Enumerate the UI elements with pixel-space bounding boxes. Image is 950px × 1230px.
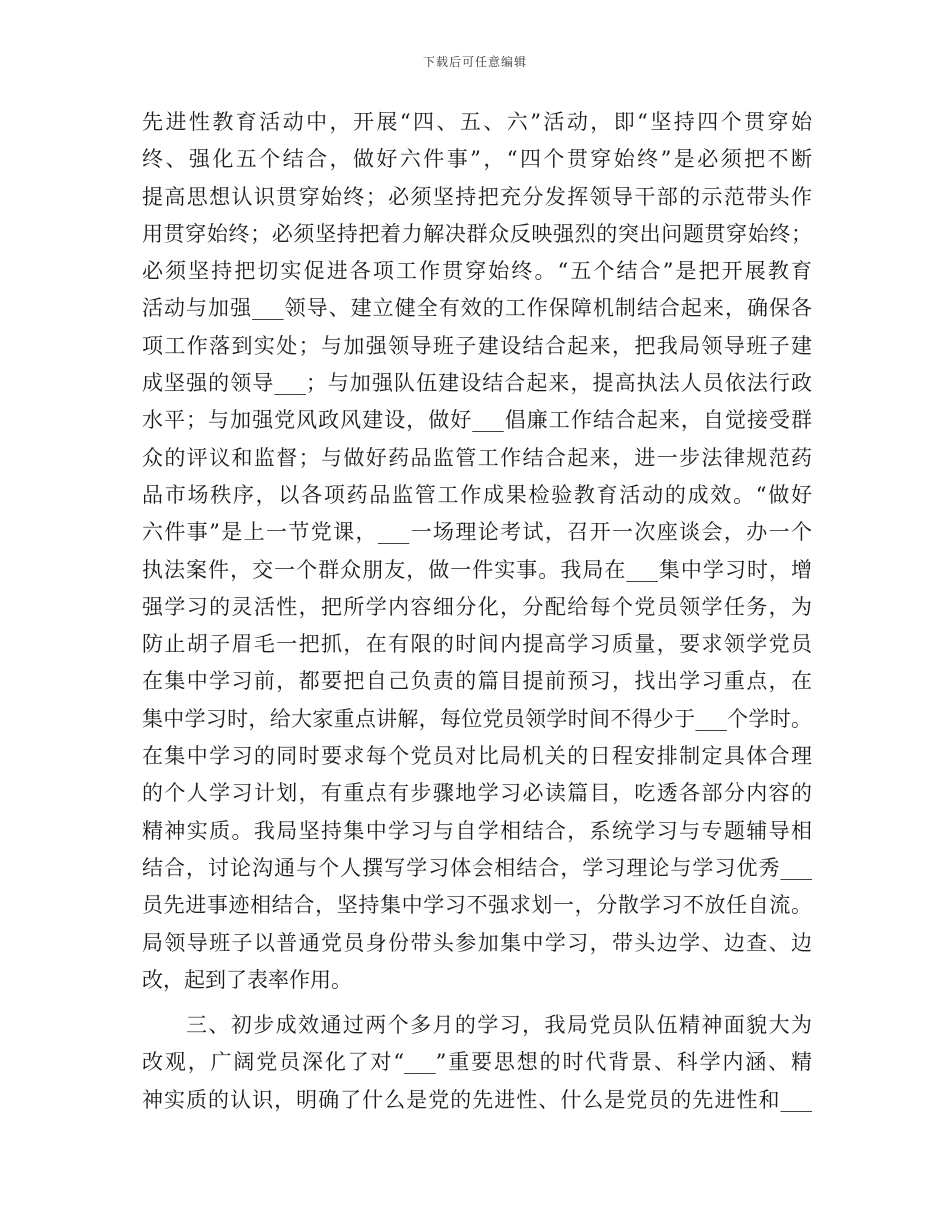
text-line: 成坚强的领导___；与加强队伍建设结合起来，提高执法人员依法行政 bbox=[142, 371, 812, 396]
text-line: 活动与加强___领导、建立健全有效的工作保障机制结合起来，确保各 bbox=[142, 296, 812, 321]
text-line: 员先进事迹相结合，坚持集中学习不强求划一，分散学习不放任自流。 bbox=[142, 893, 812, 918]
text-line: 项工作落到实处；与加强领导班子建设结合起来，把我局领导班子建 bbox=[142, 333, 812, 358]
text-line: 的个人学习计划，有重点有步骤地学习必读篇目，吃透各部分内容的 bbox=[142, 781, 812, 806]
text-line: 品市场秩序，以各项药品监管工作成果检验教育活动的成效。“做好 bbox=[142, 482, 812, 507]
text-line: 终、强化五个结合，做好六件事”，“四个贯穿始终”是必须把不断 bbox=[142, 147, 812, 172]
text-line: 提高思想认识贯穿始终；必须坚持把充分发挥领导干部的示范带头作 bbox=[142, 184, 812, 209]
text-line: 防止胡子眉毛一把抓，在有限的时间内提高学习质量，要求领学党员 bbox=[142, 632, 812, 657]
page-header: 下载后可任意编辑 bbox=[422, 55, 527, 69]
paragraph-2 bbox=[142, 1007, 812, 1119]
text-line: 局领导班子以普通党员身份带头参加集中学习，带头边学、边查、边 bbox=[142, 930, 812, 955]
text-line: 结合，讨论沟通与个人撰写学习体会相结合，学习理论与学习优秀___ bbox=[142, 855, 812, 880]
text-line: 改观，广阔党员深化了对“___”重要思想的时代背景、科学内涵、精 bbox=[142, 1050, 812, 1075]
text-line: 六件事”是上一节党课，___一场理论考试，召开一次座谈会，办一个 bbox=[142, 520, 812, 545]
text-line: 众的评议和监督；与做好药品监管工作结合起来，进一步法律规范药 bbox=[142, 445, 812, 470]
text-line: 改，起到了表率作用。 bbox=[142, 967, 352, 992]
text-line: 水平；与加强党风政风建设，做好___倡廉工作结合起来，自觉接受群 bbox=[142, 408, 812, 433]
text-line: 神实质的认识，明确了什么是党的先进性、什么是党员的先进性和___ bbox=[142, 1087, 812, 1112]
text-line: 执法案件，交一个群众朋友，做一件实事。我局在___集中学习时，增 bbox=[142, 557, 812, 582]
document-body bbox=[142, 104, 812, 1119]
text-line: 强学习的灵活性，把所学内容细分化，分配给每个党员领学任务，为 bbox=[142, 594, 812, 619]
text-line: 必须坚持把切实促进各项工作贯穿始终。“五个结合”是把开展教育 bbox=[142, 259, 812, 284]
text-line: 用贯穿始终；必须坚持把着力解决群众反映强烈的突出问题贯穿始终； bbox=[142, 221, 812, 246]
text-line: 集中学习时，给大家重点讲解，每位党员领学时间不得少于___个学时。 bbox=[142, 706, 812, 731]
text-line: 三、初步成效通过两个多月的学习，我局党员队伍精神面貌大为 bbox=[186, 1013, 812, 1038]
text-line: 在集中学习前，都要把自己负责的篇目提前预习，找出学习重点，在 bbox=[142, 669, 812, 694]
text-line: 精神实质。我局坚持集中学习与自学相结合，系统学习与专题辅导相 bbox=[142, 818, 812, 843]
text-line: 在集中学习的同时要求每个党员对比局机关的日程安排制定具体合理 bbox=[142, 744, 812, 769]
paragraph-1 bbox=[142, 104, 812, 999]
text-line: 先进性教育活动中，开展“四、五、六”活动，即“坚持四个贯穿始 bbox=[142, 110, 812, 134]
